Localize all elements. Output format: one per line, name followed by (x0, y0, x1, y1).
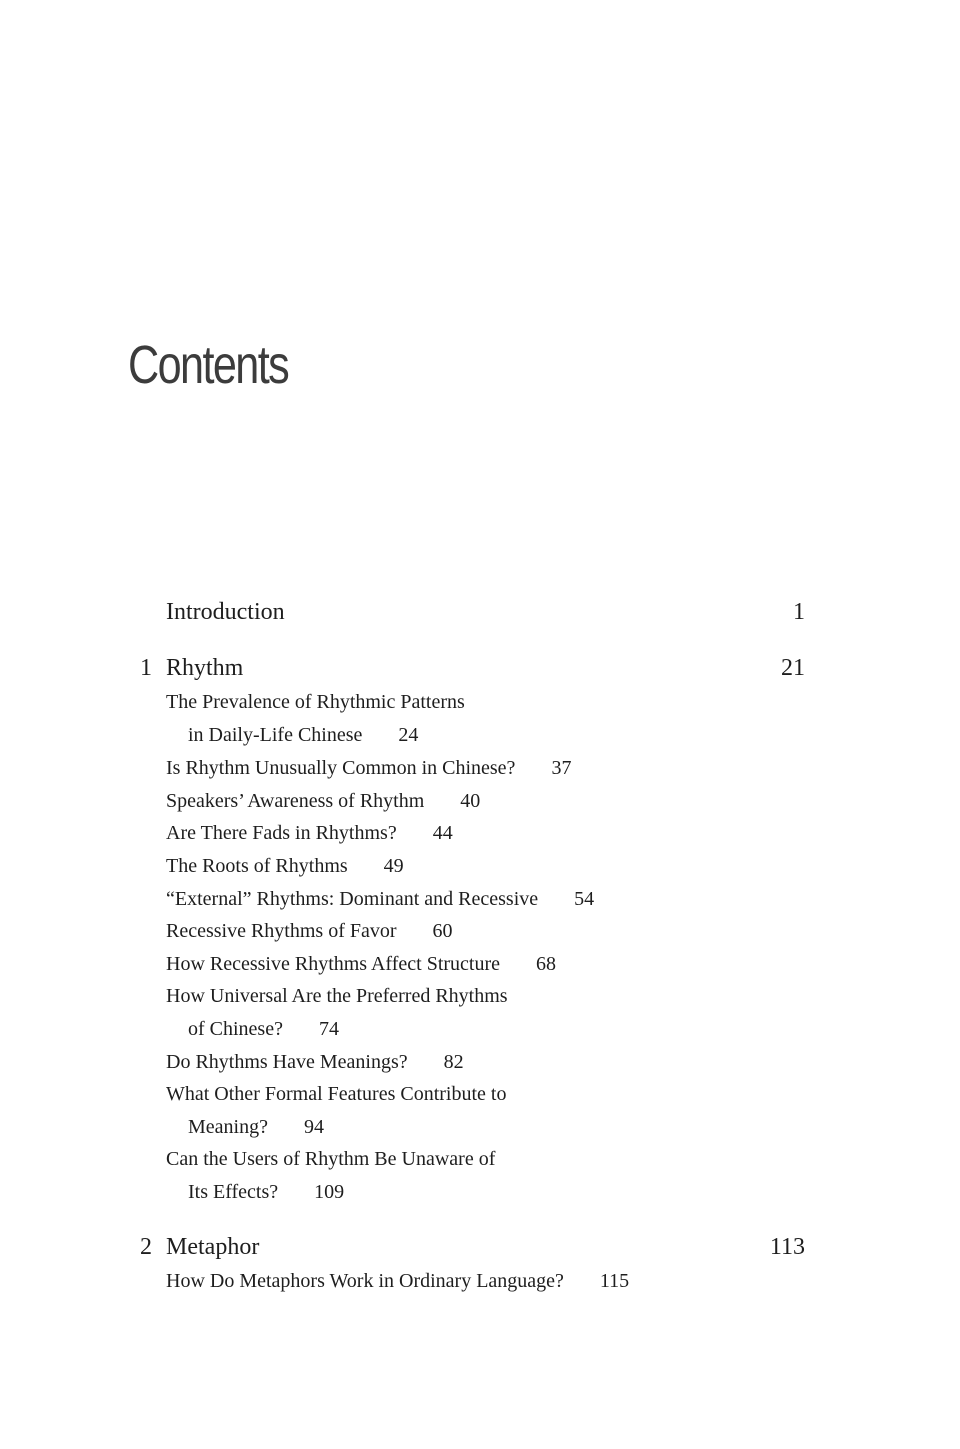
section-page-number: 49 (383, 855, 404, 877)
toc-section (166, 1078, 506, 1144)
section-title: What Other Formal Features Contribute to (166, 1083, 507, 1105)
section-title: Is Rhythm Unusually Common in Chinese? (166, 757, 516, 779)
section-page-number: 54 (574, 888, 595, 910)
section-title: The Roots of Rhythms (166, 855, 348, 877)
section-title-continued: in Daily-Life Chinese (188, 723, 363, 746)
chapter-number: 1 (140, 655, 152, 681)
section-title: “External” Rhythms: Dominant and Recessive (166, 888, 539, 910)
section-title-continued: of Chinese? (188, 1017, 283, 1040)
toc-section (166, 752, 571, 785)
toc-chapter-1 (0, 652, 960, 684)
toc-section (166, 980, 508, 1046)
section-page-number: 44 (432, 822, 453, 844)
toc-section (166, 817, 453, 850)
section-page-number: 68 (536, 953, 557, 975)
section-title: The Prevalence of Rhythmic Patterns (166, 691, 465, 713)
entry-page-number: 1 (793, 599, 805, 625)
section-page-number: 74 (318, 1017, 339, 1040)
section-title: How Universal Are the Preferred Rhythms (166, 985, 508, 1007)
section-title-continued: Meaning? (188, 1115, 268, 1138)
toc-section (166, 883, 594, 916)
chapter-title: Rhythm (166, 655, 244, 681)
section-title: Can the Users of Rhythm Be Unaware of (166, 1148, 496, 1170)
toc-entry-introduction (0, 596, 960, 628)
chapter-page-number: 113 (769, 1234, 805, 1260)
toc-section (166, 686, 465, 752)
toc-section (166, 1143, 495, 1209)
section-title: Do Rhythms Have Meanings? (166, 1051, 408, 1073)
entry-title: Introduction (166, 599, 285, 625)
section-title-continued: Its Effects? (188, 1180, 279, 1203)
toc-section (166, 1265, 629, 1298)
section-title: Are There Fads in Rhythms? (166, 822, 397, 844)
toc-section (166, 915, 453, 948)
page-title: Contents (128, 335, 289, 395)
section-page-number: 109 (314, 1180, 345, 1203)
section-page-number: 37 (551, 757, 572, 779)
chapter-page-number: 21 (781, 655, 805, 681)
toc-section (166, 948, 556, 981)
chapter-number: 2 (140, 1234, 152, 1260)
section-title: How Do Metaphors Work in Ordinary Language? (166, 1270, 564, 1292)
section-page-number: 82 (443, 1051, 464, 1073)
toc-section (166, 785, 480, 818)
chapter-title: Metaphor (166, 1234, 260, 1260)
section-title: Recessive Rhythms of Favor (166, 920, 397, 942)
section-page-number: 94 (303, 1115, 324, 1138)
section-page-number: 24 (398, 723, 419, 746)
section-page-number: 115 (599, 1270, 630, 1292)
toc-chapter-2 (0, 1231, 960, 1263)
toc-section (166, 850, 404, 883)
section-page-number: 40 (460, 790, 481, 812)
toc-section (166, 1046, 464, 1079)
section-page-number: 60 (432, 920, 453, 942)
section-title: Speakers’ Awareness of Rhythm (166, 790, 425, 812)
section-title: How Recessive Rhythms Affect Structure (166, 953, 501, 975)
